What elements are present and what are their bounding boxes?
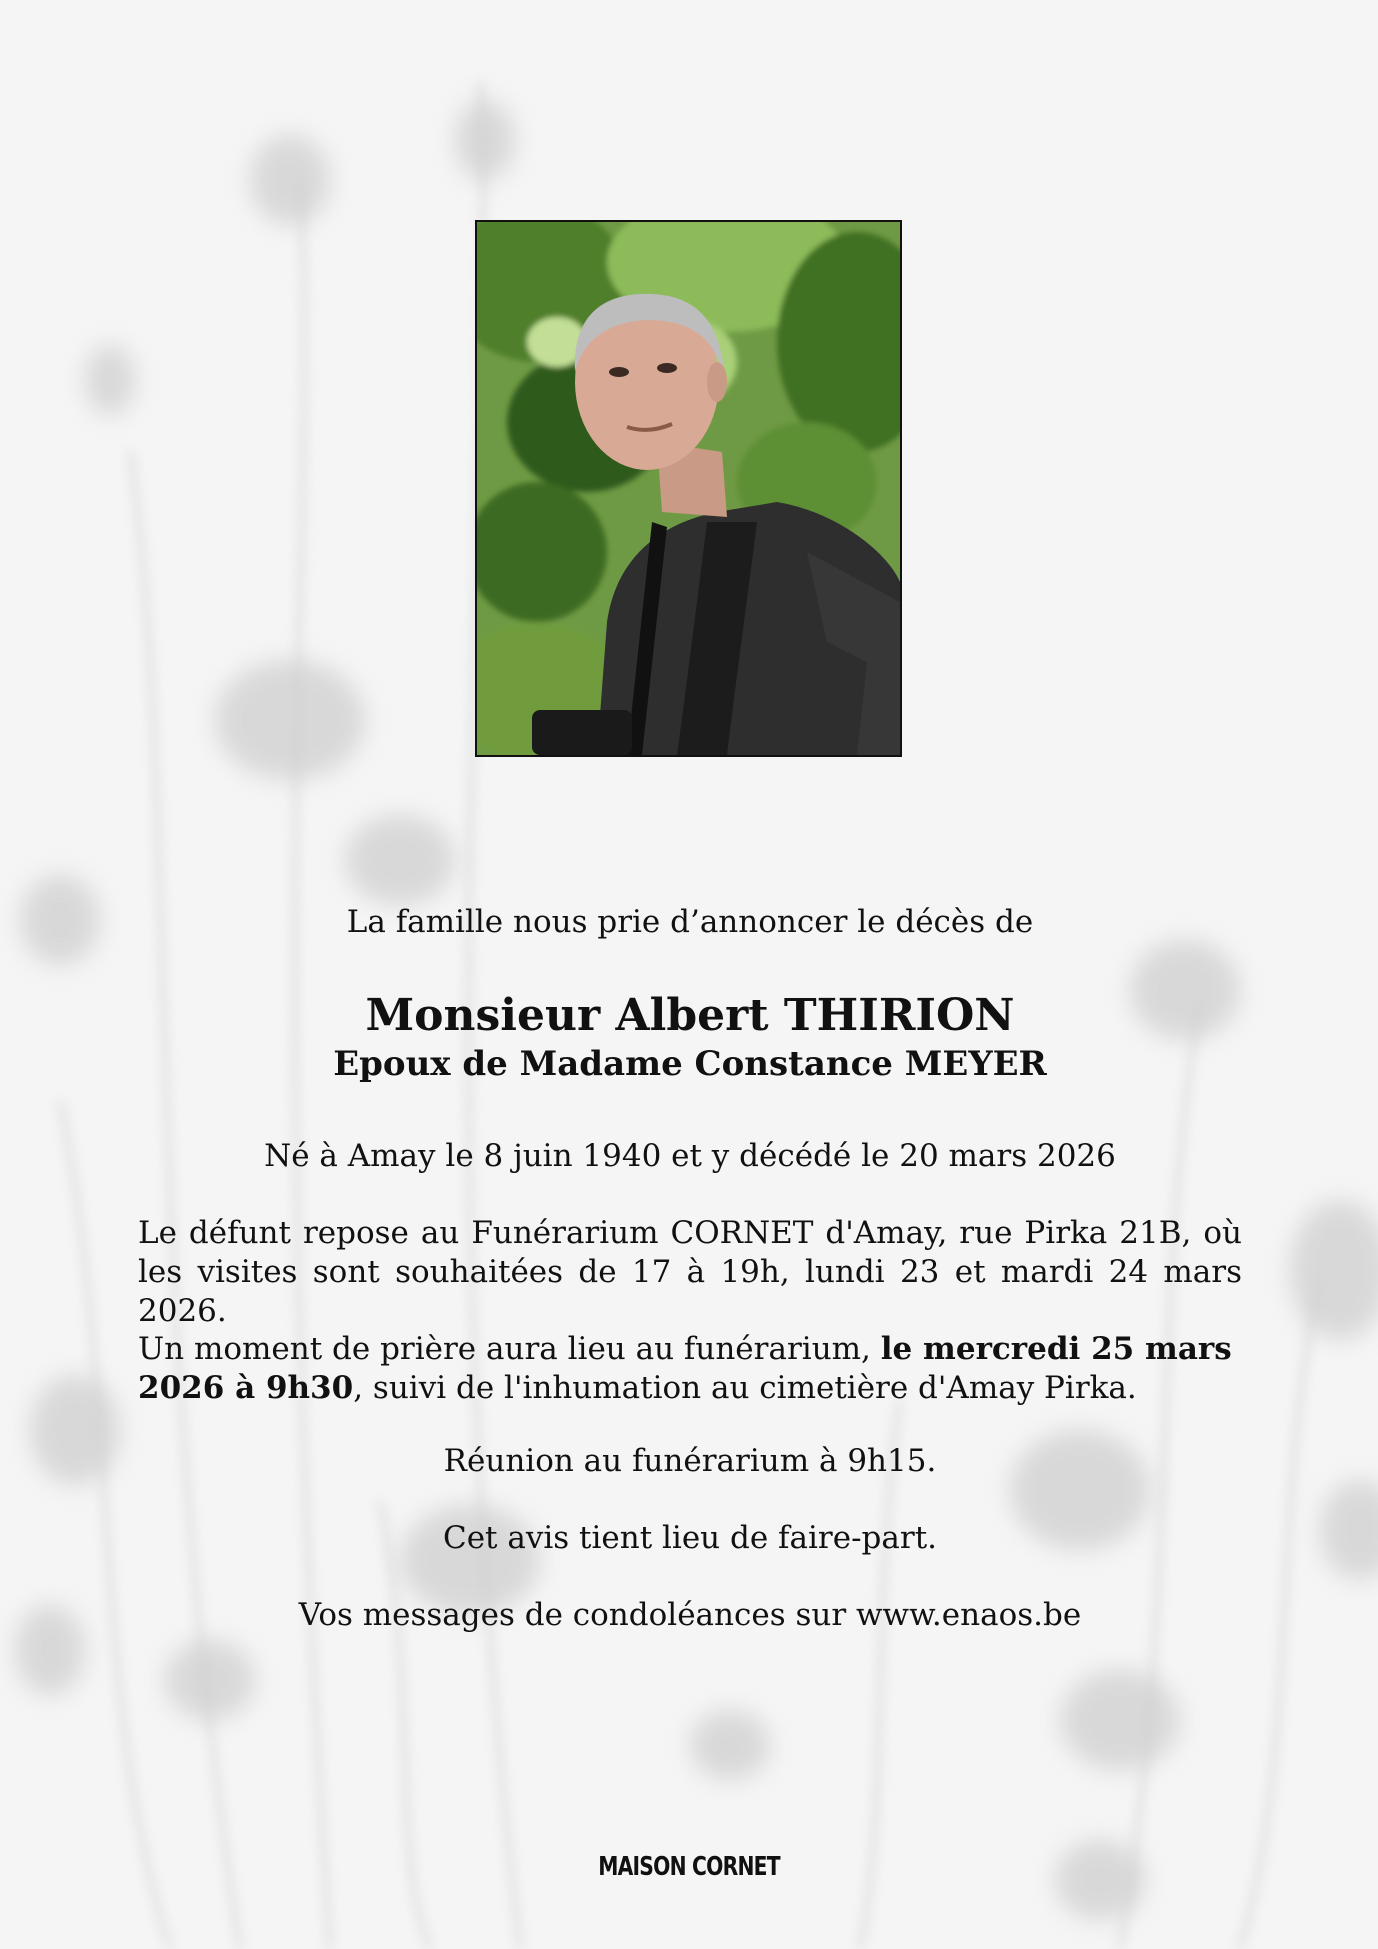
ceremony-paragraph xyxy=(138,1330,1242,1408)
ceremony-text-before: Un moment de prière aura lieu au funérarium, xyxy=(138,1331,881,1367)
portrait-photo-icon xyxy=(477,222,900,755)
spouse-line: Epoux de Madame Constance MEYER xyxy=(333,1044,1047,1084)
funeral-home-logo: MAISON CORNET xyxy=(598,1852,780,1882)
ceremony-text-after: , suivi de l'inhumation au cimetière d'Amay Pirka. xyxy=(353,1370,1137,1406)
visitation-paragraph: Le défunt repose au Funérarium CORNET d'Amay, rue Pirka 21B, où les visites sont souhaitées de 17 à 19h, lundi 23 et mardi 24 mars 2026. xyxy=(138,1215,1242,1329)
meeting-line: Réunion au funérarium à 9h15. xyxy=(443,1443,937,1479)
deceased-name: Monsieur Albert THIRION xyxy=(365,990,1015,1041)
portrait-photo xyxy=(475,220,902,757)
notice-line: Cet avis tient lieu de faire-part. xyxy=(442,1520,938,1556)
announcement-intro: La famille nous prie d’annoncer le décès de xyxy=(346,904,1034,940)
condolences-line: Vos messages de condoléances sur www.enaos.be xyxy=(298,1597,1082,1633)
birth-death-line: Né à Amay le 8 juin 1940 et y décédé le 20 mars 2026 xyxy=(264,1138,1116,1174)
ceremony-date: le mercredi 25 mars 2026 à 9h30 xyxy=(138,1331,1232,1406)
